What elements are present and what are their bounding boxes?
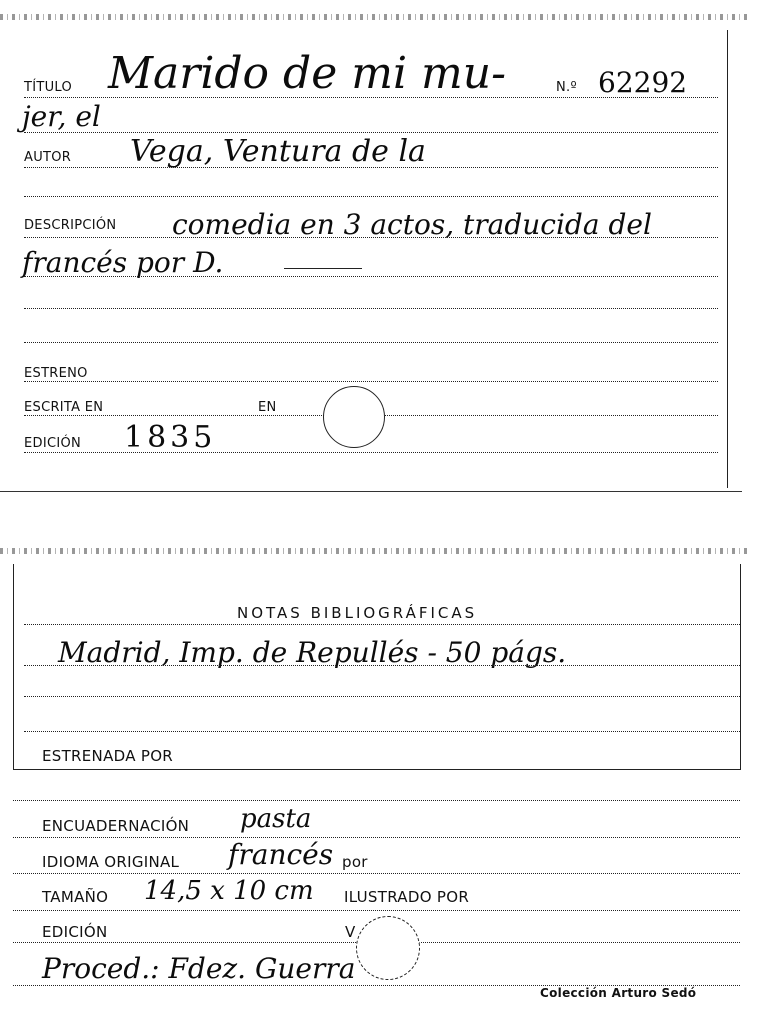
estrenada-por-line	[13, 769, 740, 770]
card-torn-edge-2	[0, 548, 750, 554]
titulo-value-line2: jer, el	[22, 100, 101, 133]
descripcion-line	[24, 237, 718, 238]
notas-line-4	[24, 731, 740, 732]
notas-line-2	[24, 665, 740, 666]
en-label: EN	[258, 400, 277, 415]
edicion-value: 1835	[124, 420, 217, 455]
titulo-line	[24, 97, 718, 98]
v-label: V	[345, 923, 356, 941]
descripcion-label: DESCRIPCIÓN	[24, 218, 117, 233]
por-label: por	[342, 853, 368, 871]
estreno-label: ESTRENO	[24, 366, 88, 381]
card-bottom-border	[0, 491, 742, 492]
card-left-border	[13, 564, 14, 770]
edicion-label: EDICIÓN	[24, 436, 82, 451]
autor-label: AUTOR	[24, 150, 72, 165]
card-right-border-2	[740, 564, 741, 770]
idioma-line	[13, 873, 740, 874]
descripcion-value-line2: francés por D.	[22, 246, 224, 279]
tamano-label: TAMAÑO	[42, 888, 109, 906]
descripcion-dash	[284, 268, 362, 269]
autor-line-2	[24, 196, 718, 197]
notas-line-3	[24, 696, 740, 697]
edicion-label-2: EDICIÓN	[42, 923, 108, 941]
idioma-value: francés	[228, 838, 334, 871]
notas-line-1	[24, 624, 740, 625]
encuadernacion-value: pasta	[240, 804, 312, 834]
procedencia-value: Proced.: Fdez. Guerra	[42, 952, 356, 985]
titulo-value-line1: Marido de mi mu-	[108, 48, 506, 99]
notas-value: Madrid, Imp. de Repullés - 50 págs.	[58, 636, 567, 669]
card-right-border	[727, 30, 728, 488]
autor-line	[24, 167, 718, 168]
encuadernacion-line	[13, 837, 740, 838]
ilustrado-por-label: ILUSTRADO POR	[344, 888, 470, 906]
tamano-line	[13, 910, 740, 911]
escrita-en-label: ESCRITA EN	[24, 400, 104, 415]
descripcion-line-4	[24, 342, 718, 343]
descripcion-value-line1: comedia en 3 actos, traducida del	[172, 208, 652, 241]
catalog-card-back	[0, 540, 759, 1028]
autor-value: Vega, Ventura de la	[130, 134, 426, 169]
numero-label: N.º	[556, 80, 577, 95]
punch-hole-2	[356, 916, 420, 980]
estreno-line	[24, 381, 718, 382]
idioma-label: IDIOMA ORIGINAL	[42, 853, 180, 871]
notas-heading: NOTAS BIBLIOGRÁFICAS	[237, 604, 478, 622]
tamano-value: 14,5 x 10 cm	[144, 876, 314, 906]
encuadernacion-label: ENCUADERNACIÓN	[42, 817, 190, 835]
coleccion-label: Colección Arturo Sedó	[540, 986, 697, 1000]
catalog-card-front	[0, 0, 759, 495]
punch-hole	[323, 386, 385, 448]
descripcion-line-3	[24, 308, 718, 309]
descripcion-line-2	[24, 276, 718, 277]
titulo-line-2	[24, 132, 718, 133]
estrenada-por-label: ESTRENADA POR	[42, 747, 174, 765]
titulo-label: TÍTULO	[24, 80, 73, 95]
card-torn-edge	[0, 14, 750, 20]
numero-value: 62292	[598, 66, 688, 99]
edicion-line	[24, 452, 718, 453]
estrenada-line-2	[13, 800, 740, 801]
